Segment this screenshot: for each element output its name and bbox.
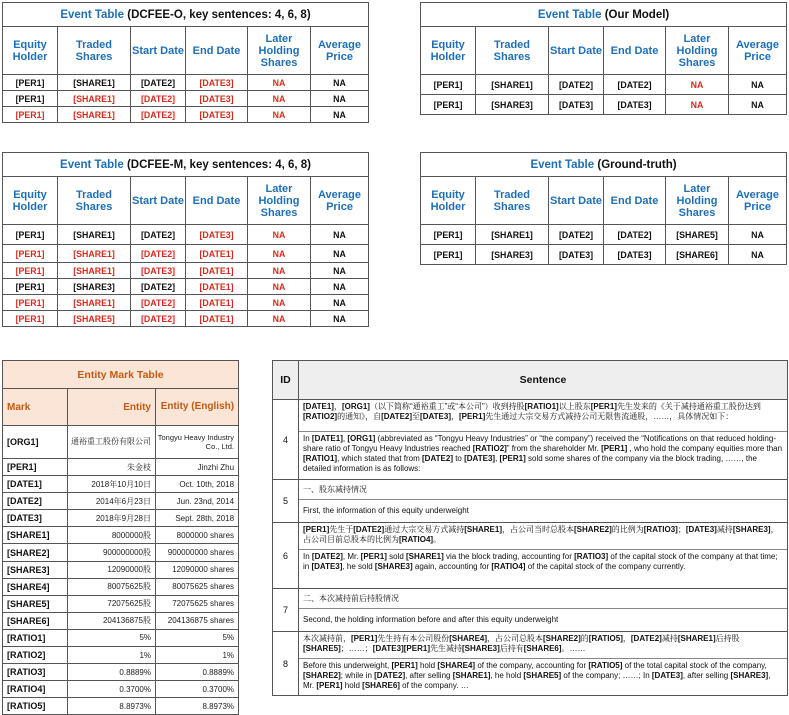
sentence-zh: 二、本次减持前后持股情况 [299,589,787,609]
col-later: Later Holding Shares [666,27,729,75]
col-id: ID [273,361,299,400]
table-row [3,279,369,295]
cell: NA [248,295,311,311]
cell: [SHARE1] [58,225,131,245]
cell: [SHARE1] [58,107,131,123]
table-row [3,595,239,612]
sentence-zh: 一、股东减持情况 [299,480,787,500]
cell: [DATE3] [549,245,604,265]
cell: 0.8889% [68,664,156,681]
cell: NA [248,311,311,327]
col-start: Start Date [131,27,186,75]
entity-mark-table [2,360,238,715]
cell: NA [311,225,369,245]
cell: [DATE2] [131,245,186,263]
cell: 2018年10月10日 [68,476,156,493]
table-row [3,544,239,561]
cell: 通裕重工股份有限公司 [68,426,156,459]
col-end: End Date [186,177,248,225]
cell: 900000000股 [68,544,156,561]
cell: [SHARE6] [3,612,68,629]
table-row [3,107,369,123]
cell: 2014年6月23日 [68,493,156,510]
cell: [SHARE1] [58,91,131,107]
sentence-id: 6 [273,523,299,589]
cell: [DATE1] [186,245,248,263]
event-table-our-model [420,2,786,115]
cell: [PER1] [3,311,58,327]
cell: 5% [68,629,156,646]
cell: 5% [156,629,239,646]
cell: 72075625 shares [156,595,239,612]
cell: [SHARE1] [58,263,131,279]
cell: [DATE2] [131,225,186,245]
cell: [RATIO3] [3,664,68,681]
cell: [DATE1] [186,311,248,327]
cell: 900000000 shares [156,544,239,561]
cell: [SHARE3] [58,279,131,295]
cell: Sept. 28th, 2018 [156,510,239,527]
cell: [RATIO1] [3,629,68,646]
cell: [SHARE1] [476,225,549,245]
event-table-dcfee-m [2,152,368,327]
cell: 0.3700% [156,681,239,698]
table-row [3,426,239,459]
table-row [3,612,239,629]
cell: NA [729,245,787,265]
cell: [SHARE5] [3,595,68,612]
cell: [PER1] [3,295,58,311]
col-later: Later Holding Shares [248,177,311,225]
col-shares: Traded Shares [476,177,549,225]
cell: Jun. 23nd, 2014 [156,493,239,510]
cell: NA [311,245,369,263]
event-table-ground-truth [420,152,786,265]
table-title: Event Table (Our Model) [421,3,787,27]
cell: [DATE2] [549,75,604,95]
cell: 12090000股 [68,561,156,578]
table-row [421,225,787,245]
cell: [DATE3] [604,95,666,115]
col-start: Start Date [549,27,604,75]
table-row [3,510,239,527]
cell: [DATE3] [186,75,248,91]
col-shares: Traded Shares [58,27,131,75]
cell: NA [248,245,311,263]
sentence-table [272,360,787,696]
cell: [PER1] [3,225,58,245]
cell: [SHARE4] [3,578,68,595]
cell: [SHARE1] [58,295,131,311]
cell: [DATE3] [604,245,666,265]
cell: [PER1] [421,95,476,115]
cell: Tongyu Heavy Industry Co., Ltd. [156,426,239,459]
cell: [DATE3] [3,510,68,527]
cell: [SHARE3] [476,95,549,115]
col-holder: Equity Holder [421,27,476,75]
table-row [3,493,239,510]
table-title: Event Table (Ground-truth) [421,153,787,177]
table-row [3,664,239,681]
table-row [3,225,369,245]
cell: NA [311,295,369,311]
table-row [3,698,239,715]
cell: NA [311,311,369,327]
cell: [PER1] [421,245,476,265]
table-row [273,400,788,480]
table-row [3,91,369,107]
table-row [3,263,369,279]
col-holder: Equity Holder [3,177,58,225]
cell: [SHARE3] [3,561,68,578]
table-row [3,311,369,327]
cell: NA [311,91,369,107]
cell: [PER1] [3,245,58,263]
cell: [DATE1] [186,279,248,295]
col-start: Start Date [131,177,186,225]
cell: NA [248,225,311,245]
cell: [PER1] [3,107,58,123]
cell: 72075625股 [68,595,156,612]
cell: [SHARE1] [58,75,131,91]
cell: [DATE2] [131,75,186,91]
col-price: Average Price [311,177,369,225]
col-sentence: Sentence [299,361,788,400]
table-row [273,632,788,696]
cell: [PER1] [421,75,476,95]
cell: NA [248,91,311,107]
cell: [DATE2] [604,75,666,95]
cell: 朱金枝 [68,459,156,476]
table-title: Entity Mark Table [3,361,239,389]
cell: [DATE3] [186,91,248,107]
cell: [DATE3] [186,107,248,123]
table-row [273,589,788,632]
table-row [3,245,369,263]
cell: 8000000股 [68,527,156,544]
cell: [DATE1] [186,295,248,311]
col-start: Start Date [549,177,604,225]
sentence-cell [299,523,788,589]
cell: 8.8973% [68,698,156,715]
sentence-en: In [DATE2], Mr. [PER1] sold [SHARE1] via the block trading, accounting for [RATIO3] of the capital stock of the company at that time; in [DATE3], he sold [SHARE3] again, accounting for [RATIO4] of the capital stock of the company currently. [303,552,778,571]
col-end: End Date [604,177,666,225]
cell: 0.8889% [156,664,239,681]
cell: 0.3700% [68,681,156,698]
col-end: End Date [604,27,666,75]
cell: 204136875股 [68,612,156,629]
col-entity-en: Entity (English) [156,389,239,426]
table-row [3,527,239,544]
sentence-cell [299,589,788,632]
table-row [421,95,787,115]
cell: 1% [156,647,239,664]
cell: [PER1] [3,459,68,476]
cell: [PER1] [421,225,476,245]
cell: [DATE3] [549,95,604,115]
cell: [RATIO2] [3,647,68,664]
cell: NA [729,95,787,115]
cell: 8000000 shares [156,527,239,544]
cell: 204136875 shares [156,612,239,629]
cell: [SHARE5] [666,225,729,245]
col-shares: Traded Shares [58,177,131,225]
sentence-en: Before this underweight, [PER1] hold [SHARE4] of the company, accounting for [RATIO5] of the total capital stock of the company, [SHARE2]; while in [DATE2], after selling [SHARE1], he hold [SHARE5] of the company; ……; In [DATE3], after selling [SHARE3], Mr. [PER1] hold [SHARE6] of the company. … [303,661,771,690]
cell: [PER1] [3,91,58,107]
cell: NA [729,225,787,245]
cell: [DATE1] [3,476,68,493]
cell: [DATE2] [131,107,186,123]
col-price: Average Price [729,27,787,75]
cell: NA [248,263,311,279]
col-holder: Equity Holder [3,27,58,75]
table-row [3,578,239,595]
table-row [421,75,787,95]
table-row [3,561,239,578]
sentence-zh: [DATE1]，[ORG1]（以下简称“通裕重工”或“本公司”）收到持股[RATIO1]以上股东[PER1]先生发来的《关于减持通裕重工股份达到[RATIO2]的通知》，自[DATE2]至[DATE3]，[PER1]先生通过大宗交易方式减持公司无限售流通股，……，具体情况如下： [299,400,787,432]
cell: [PER1] [3,263,58,279]
cell: [SHARE5] [58,311,131,327]
cell: 8.8973% [156,698,239,715]
sentence-en: Second, the holding information before and after this equity underweight [303,615,559,624]
col-holder: Equity Holder [421,177,476,225]
cell: NA [729,75,787,95]
cell: [DATE1] [186,263,248,279]
cell: 12090000 shares [156,561,239,578]
table-row [3,681,239,698]
cell: [PER1] [3,279,58,295]
cell: NA [311,279,369,295]
col-entity: Entity [68,389,156,426]
table-row [3,295,369,311]
cell: [RATIO4] [3,681,68,698]
sentence-id: 7 [273,589,299,632]
sentence-cell [299,632,788,696]
cell: 2018年9月28日 [68,510,156,527]
col-price: Average Price [729,177,787,225]
cell: Oct. 10th, 2018 [156,476,239,493]
cell: [SHARE3] [476,245,549,265]
sentence-zh: [PER1]先生于[DATE2]通过大宗交易方式减持[SHARE1]，占公司当时总股本[SHARE2]的比例为[RATIO3]；[DATE3]减持[SHARE3]，占公司目前总股本的比例为[RATIO4]。 [299,523,787,550]
sentence-cell [299,400,788,480]
cell: [DATE2] [131,295,186,311]
cell: Jinzhi Zhu [156,459,239,476]
table-row [421,245,787,265]
table-row [3,459,239,476]
sentence-id: 8 [273,632,299,696]
cell: [SHARE1] [3,527,68,544]
cell: [DATE2] [131,311,186,327]
sentence-id: 4 [273,400,299,480]
sentence-en: In [DATE1], [ORG1] (abbreviated as “Tongyu Heavy Industries” or “the company”) received the “Notifications on that reduced holding-share ratio of Tongyu Heavy Industries reached [RATIO2]” from the shareholder Mr. [PER1] , who hold the company equities more than [RATIO1], which stated that from [DATE2] to [DATE3], [PER1] sold some shares of the company via the block trading, ……, the detailed information is as follows: [303,434,783,473]
sentence-en: First, the information of this equity underweight [303,506,469,515]
cell: [DATE2] [131,279,186,295]
sentence-id: 5 [273,480,299,523]
col-end: End Date [186,27,248,75]
cell: [SHARE1] [476,75,549,95]
cell: NA [666,75,729,95]
table-row [3,629,239,646]
cell: [DATE2] [3,493,68,510]
cell: NA [248,75,311,91]
cell: [PER1] [3,75,58,91]
cell: [SHARE1] [58,245,131,263]
cell: NA [248,279,311,295]
cell: [ORG1] [3,426,68,459]
table-row [3,647,239,664]
col-later: Later Holding Shares [248,27,311,75]
cell: NA [666,95,729,115]
event-table-dcfee-o [2,2,368,123]
cell: [DATE2] [604,225,666,245]
cell: [DATE3] [186,225,248,245]
col-mark: Mark [3,389,68,426]
cell: 1% [68,647,156,664]
col-shares: Traded Shares [476,27,549,75]
cell: 80075625股 [68,578,156,595]
cell: [DATE2] [549,225,604,245]
cell: [SHARE2] [3,544,68,561]
cell: NA [248,107,311,123]
cell: NA [311,107,369,123]
cell: [RATIO5] [3,698,68,715]
sentence-zh: 本次减持前，[PER1]先生持有本公司股份[SHARE4]，占公司总股本[SHARE2]的[RATIO5]，[DATE2]减持[SHARE1]后持股[SHARE5]；……；[DATE3][PER1]先生减持[SHARE3]后持有[SHARE6]。…… [299,632,787,659]
cell: [DATE2] [131,91,186,107]
cell: [SHARE6] [666,245,729,265]
cell: [DATE3] [131,263,186,279]
cell: NA [311,75,369,91]
col-price: Average Price [311,27,369,75]
table-row [3,75,369,91]
table-row [273,480,788,523]
table-row [3,476,239,493]
cell: NA [311,263,369,279]
col-later: Later Holding Shares [666,177,729,225]
sentence-cell [299,480,788,523]
table-title: Event Table (DCFEE-O, key sentences: 4, 6, 8) [3,3,369,27]
table-row [273,523,788,589]
table-title: Event Table (DCFEE-M, key sentences: 4, 6, 8) [3,153,369,177]
cell: 80075625 shares [156,578,239,595]
